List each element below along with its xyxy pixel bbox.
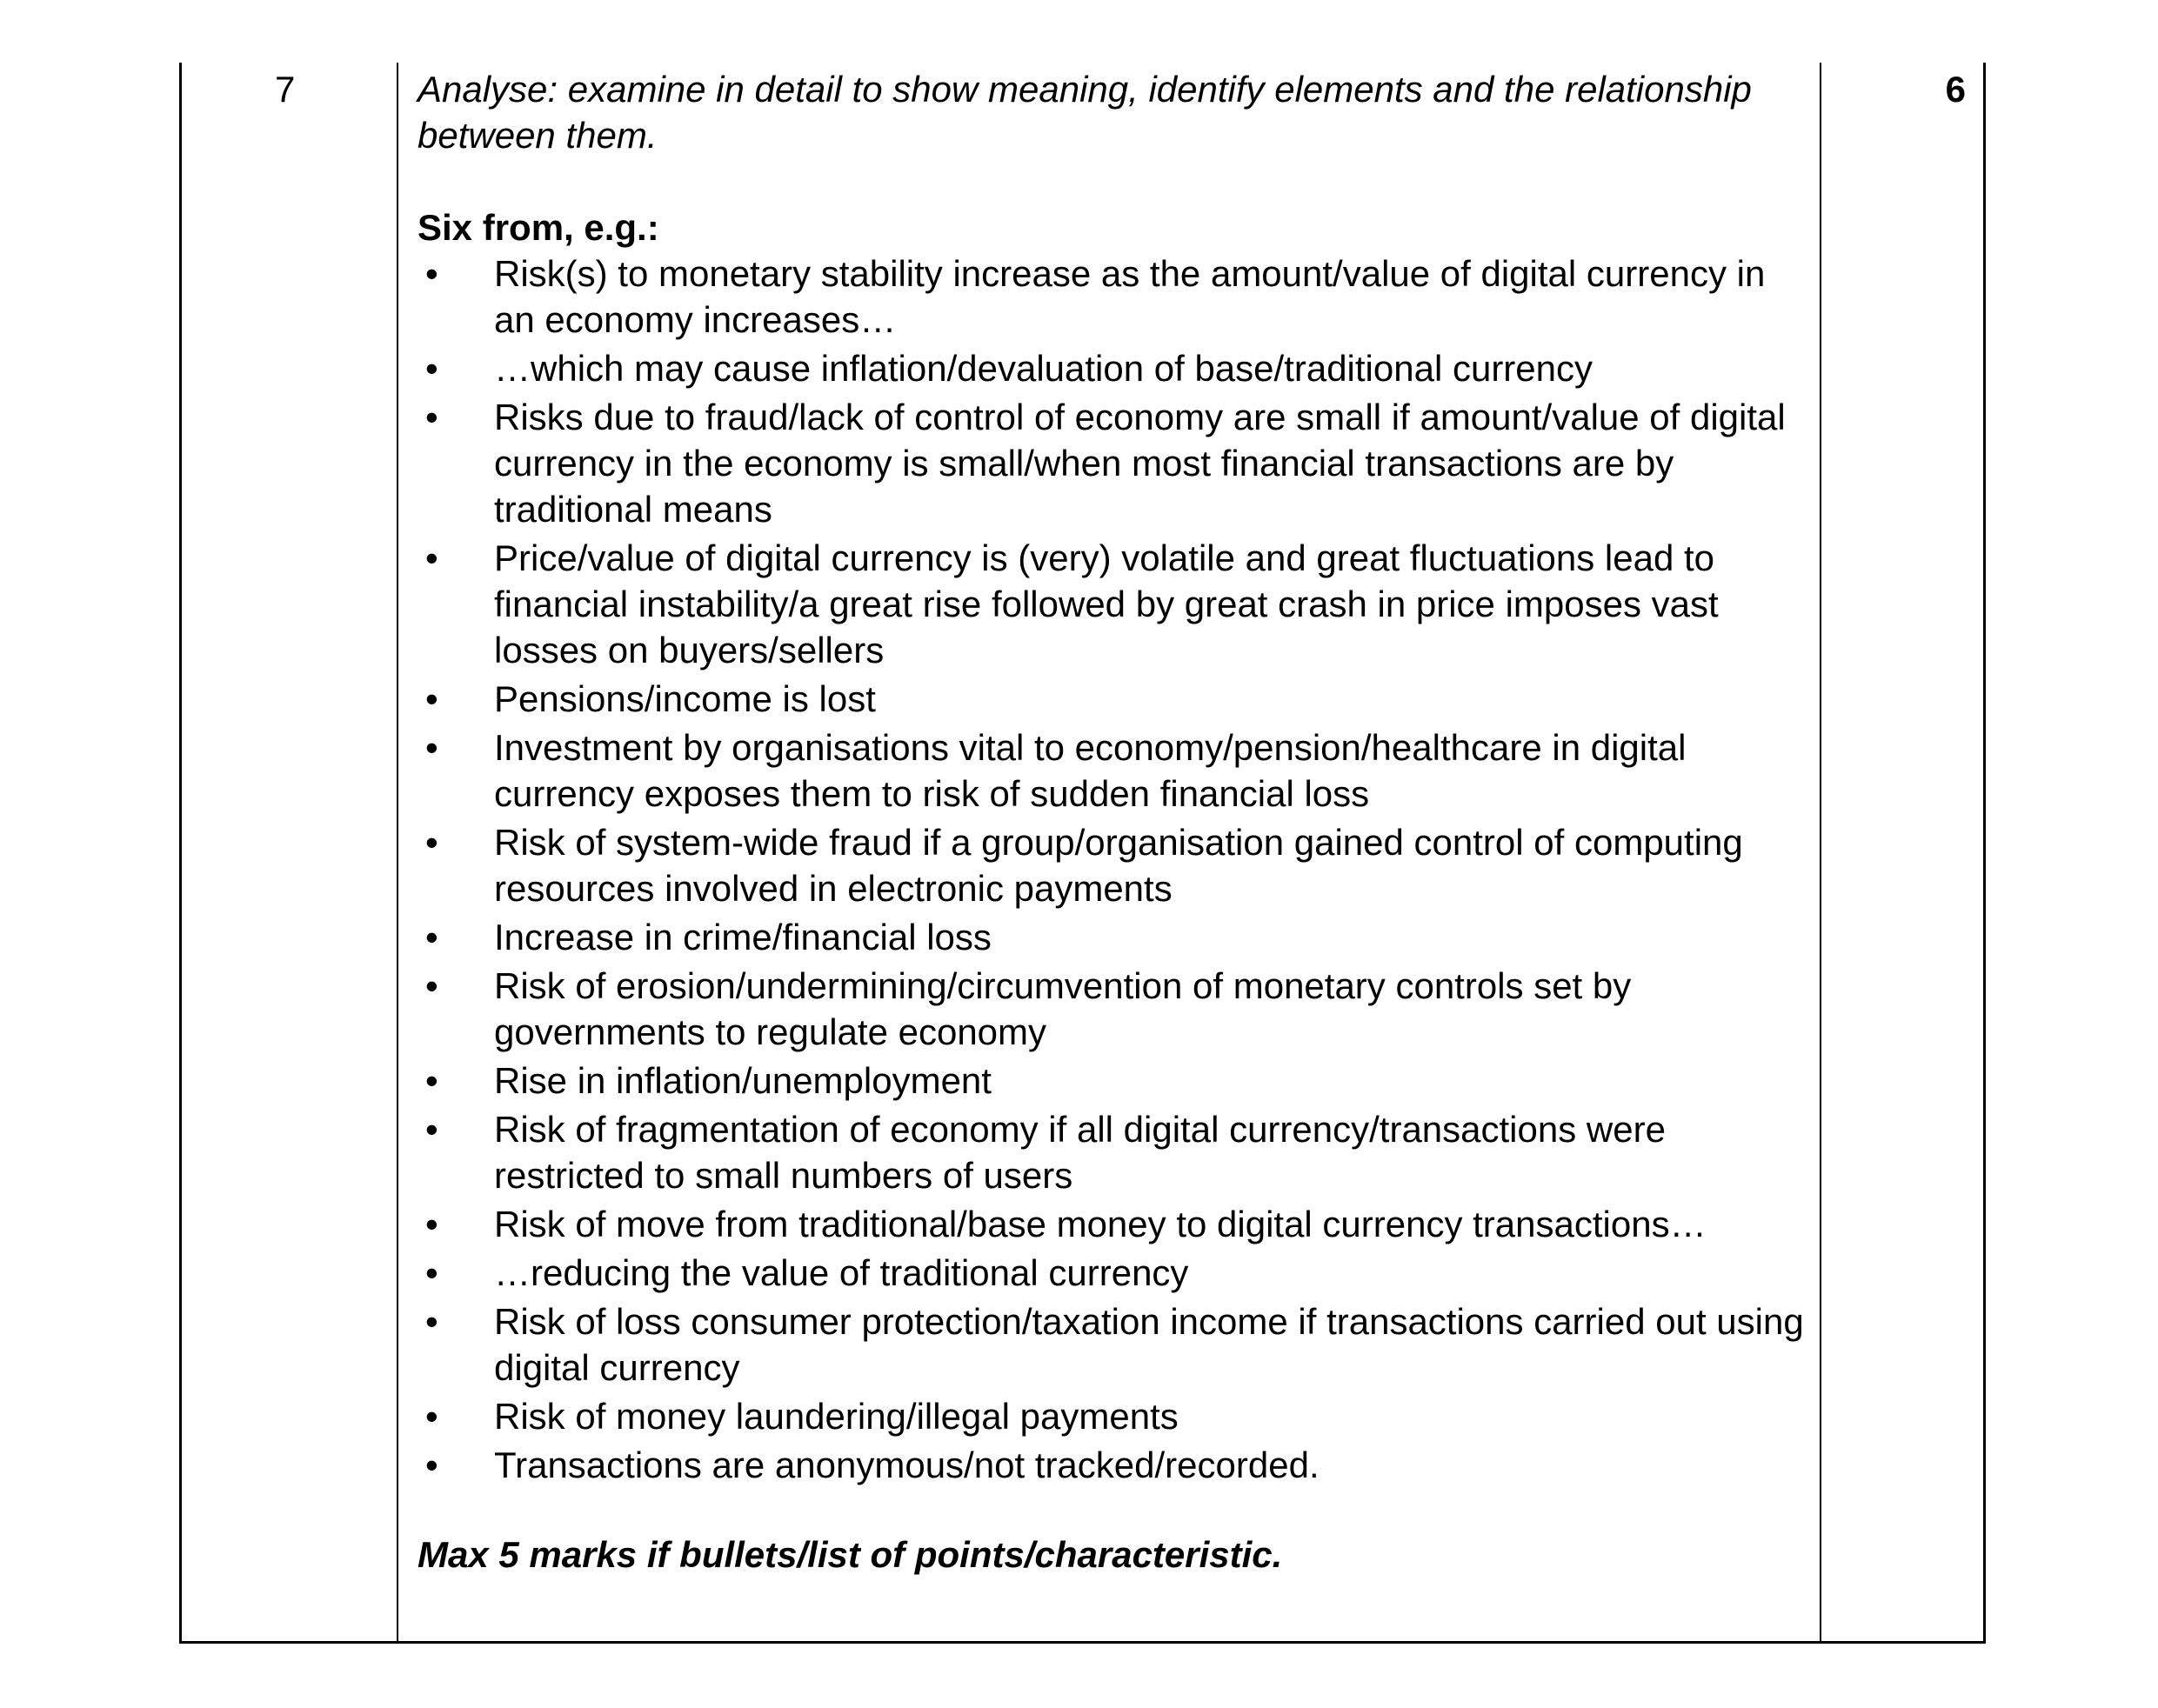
mark-point-item	[418, 250, 1809, 343]
bullet-icon: •	[425, 678, 438, 719]
bullet-icon: •	[425, 537, 438, 578]
table-bottom-border	[179, 1641, 1986, 1644]
bullet-icon: •	[425, 348, 438, 389]
table-left-border	[179, 63, 182, 1644]
mark-point-text: Investment by organisations vital to economy/pension/healthcare in digital currency exposes them to risk of sudden financial loss	[494, 727, 1687, 814]
mark-point-text: Risk of erosion/undermining/circumvention of monetary controls set by governments to regulate economy	[494, 965, 1632, 1052]
mark-point-item	[418, 963, 1809, 1055]
mark-point-item	[418, 394, 1809, 532]
mark-point-text: Increase in crime/financial loss	[494, 917, 992, 957]
lead-text: Six from, e.g.:	[418, 207, 659, 248]
mark-point-item	[418, 1393, 1809, 1439]
bullet-icon: •	[425, 1301, 438, 1342]
mark-point-item	[418, 1106, 1809, 1198]
mark-point-text: Risk of loss consumer protection/taxation income if transactions carried out using digital currency	[494, 1301, 1804, 1388]
bullet-icon: •	[425, 1444, 438, 1485]
bullet-icon: •	[425, 822, 438, 863]
mark-point-text: Risk(s) to monetary stability increase as the amount/value of digital currency in an economy increases…	[494, 253, 1766, 340]
mark-point-text: Pensions/income is lost	[494, 678, 876, 719]
column-divider-marks	[1820, 63, 1821, 1644]
mark-point-text: Risk of money laundering/illegal payments	[494, 1396, 1179, 1437]
mark-point-item	[418, 1298, 1809, 1391]
bullet-icon: •	[425, 917, 438, 957]
mark-point-item	[418, 1250, 1809, 1296]
mark-point-item	[418, 676, 1809, 722]
bullet-icon: •	[425, 727, 438, 768]
bullet-icon: •	[425, 965, 438, 1006]
bullet-icon: •	[425, 253, 438, 294]
answer-cell	[418, 66, 1809, 1578]
mark-point-text: Rise in inflation/unemployment	[494, 1060, 992, 1101]
mark-point-text: …reducing the value of traditional currency	[494, 1252, 1189, 1293]
table-right-border	[1983, 63, 1986, 1644]
mark-point-text: Transactions are anonymous/not tracked/recorded.	[494, 1444, 1320, 1485]
bullet-icon: •	[425, 1109, 438, 1150]
max-marks-note: Max 5 marks if bullets/list of points/characteristic.	[418, 1534, 1283, 1575]
mark-point-item	[418, 914, 1809, 960]
instruction-text: Analyse: examine in detail to show meaning, identify elements and the relationship between them.	[418, 69, 1752, 156]
mark-point-item	[418, 345, 1809, 391]
mark-point-item	[418, 1442, 1809, 1488]
mark-point-item	[418, 535, 1809, 673]
mark-point-text: Price/value of digital currency is (very) volatile and great fluctuations lead to financial instability/a great rise followed by great crash in price imposes vast losses on buyers/sellers	[494, 537, 1719, 671]
mark-point-text: Risk of system-wide fraud if a group/organisation gained control of computing resources involved in electronic payments	[494, 822, 1743, 909]
bullet-icon: •	[425, 1252, 438, 1293]
mark-point-item	[418, 819, 1809, 911]
bullet-icon: •	[425, 1396, 438, 1437]
mark-point-text: Risk of fragmentation of economy if all digital currency/transactions were restricted to small numbers of users	[494, 1109, 1666, 1196]
mark-point-item	[418, 724, 1809, 817]
mark-point-text: …which may cause inflation/devaluation of base/traditional currency	[494, 348, 1593, 389]
mark-point-text: Risk of move from traditional/base money to digital currency transactions…	[494, 1204, 1707, 1244]
mark-point-text: Risks due to fraud/lack of control of economy are small if amount/value of digital currency in the economy is small/when most financial transactions are by traditional means	[494, 397, 1786, 530]
column-divider-question	[397, 63, 398, 1644]
mark-point-item	[418, 1201, 1809, 1247]
mark-points-list	[418, 250, 1809, 1488]
bullet-icon: •	[425, 1060, 438, 1101]
bullet-icon: •	[425, 1204, 438, 1244]
marks-value: 6	[1945, 69, 1966, 110]
mark-point-item	[418, 1057, 1809, 1104]
bullet-icon: •	[425, 397, 438, 437]
question-number: 7	[275, 69, 296, 110]
